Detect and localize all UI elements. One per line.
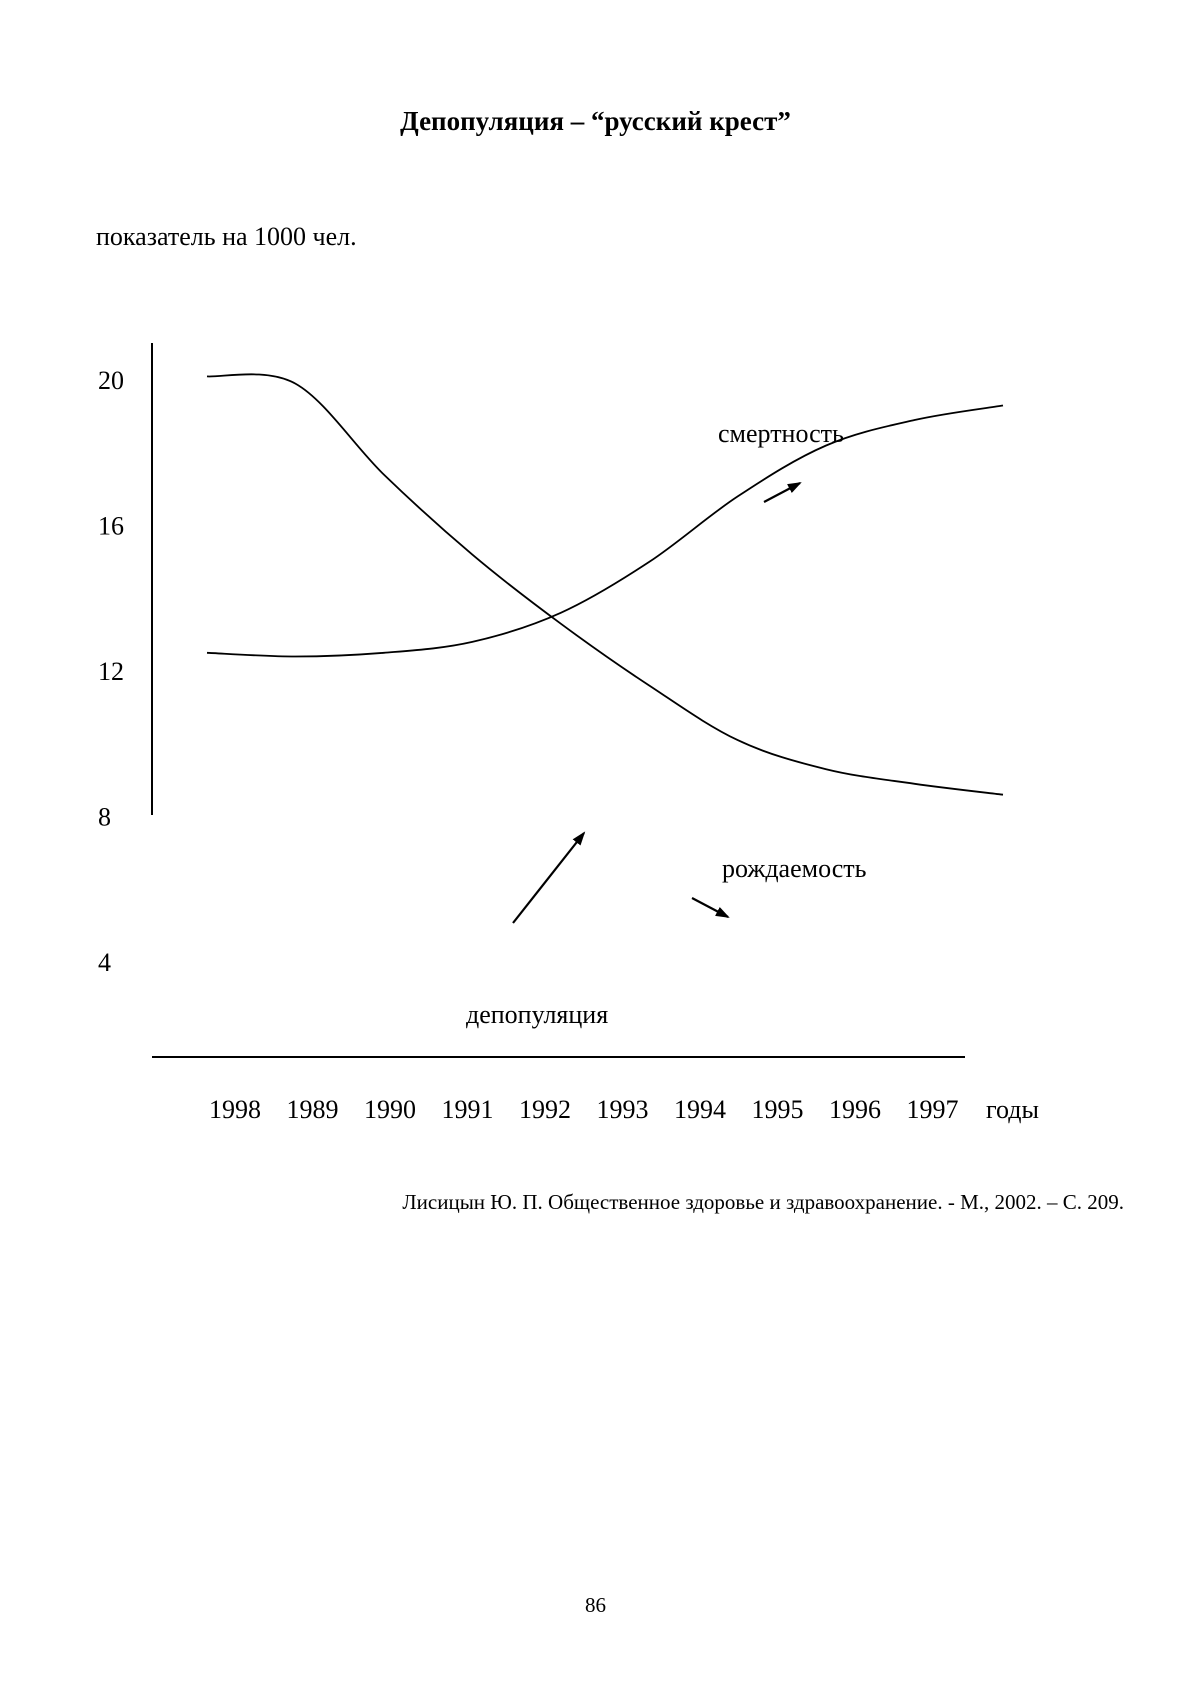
x-tick-label: 1991 <box>441 1095 494 1124</box>
arrow-down-birthrate-icon <box>692 898 728 917</box>
x-tick-label: 1998 <box>209 1095 261 1124</box>
y-tick-label: 8 <box>98 802 111 832</box>
y-tick-label: 16 <box>98 511 124 541</box>
x-tick-label: 1994 <box>674 1095 726 1124</box>
y-tick-label: 4 <box>98 948 111 977</box>
source-citation: Лисицын Ю. П. Общественное здоровье и здравоохранение. - М., 2002. – С. 209. <box>402 1190 1124 1214</box>
arrow-up-mortality-icon <box>764 483 800 502</box>
x-tick-label: 1990 <box>364 1095 416 1124</box>
y-axis-label: показатель на 1000 чел. <box>96 222 357 251</box>
x-tick-labels <box>209 1095 959 1124</box>
x-tick-label: 1989 <box>286 1095 339 1124</box>
x-tick-label: 1992 <box>519 1095 571 1124</box>
x-tick-label: 1993 <box>596 1095 649 1124</box>
x-tick-label: 1996 <box>829 1095 881 1124</box>
y-tick-labels <box>98 366 124 977</box>
annotation-mortality: смертность <box>718 419 844 448</box>
annotation-depopulation: депопуляция <box>466 1000 609 1029</box>
y-tick-label: 20 <box>98 366 124 395</box>
page-number: 86 <box>585 1593 606 1617</box>
x-tick-label: 1997 <box>906 1095 959 1124</box>
arrow-up-depopulation-icon <box>513 833 584 923</box>
page-title: Депопуляция – “русский крест” <box>400 106 791 136</box>
annotation-birthrate: рождаемость <box>722 854 867 883</box>
x-axis-title: годы <box>986 1095 1039 1124</box>
y-tick-label: 12 <box>98 657 124 686</box>
x-tick-label: 1995 <box>751 1095 804 1124</box>
series-line-mortality <box>207 406 1003 657</box>
series-line-birthrate <box>207 374 1003 794</box>
